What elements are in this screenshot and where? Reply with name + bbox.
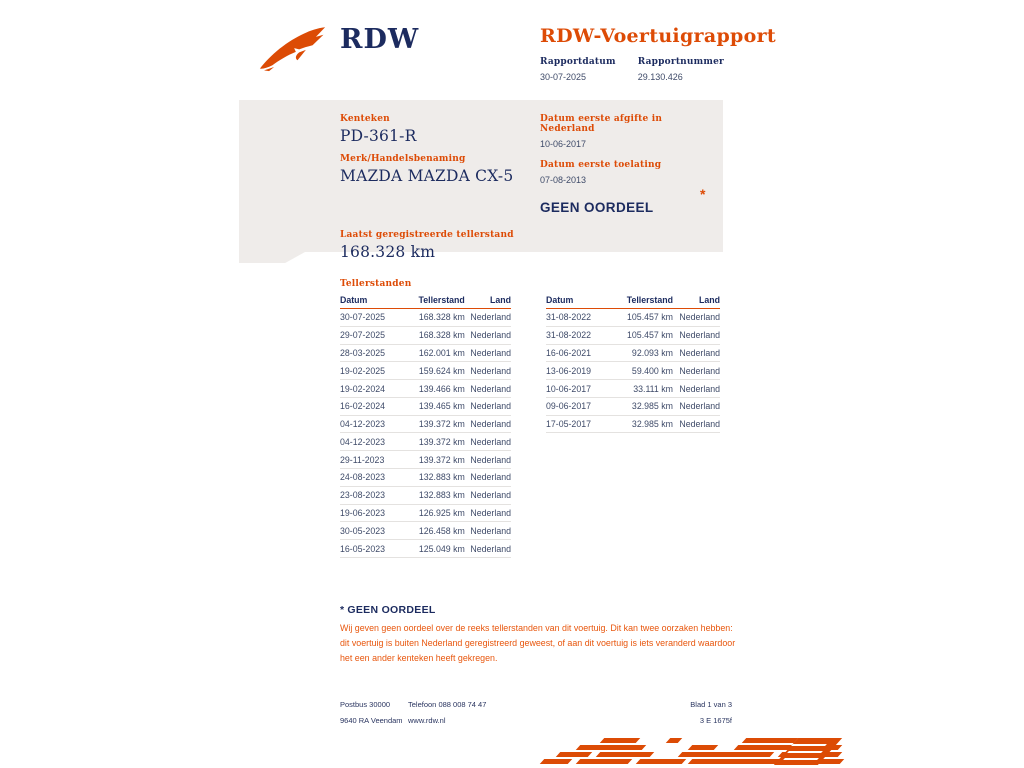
cell-land: Nederland <box>465 540 511 558</box>
summary-left-column <box>340 112 540 270</box>
page-title: RDW-Voertuigrapport <box>540 25 776 47</box>
laatste-tellerstand-label: Laatst geregistreerde tellerstand <box>340 230 514 240</box>
cell-land: Nederland <box>465 486 511 504</box>
footer-page-number: Blad 1 van 3 <box>690 700 732 709</box>
cell-land: Nederland <box>465 344 511 362</box>
table-row <box>546 309 720 327</box>
cell-datum: 04-12-2023 <box>340 433 408 451</box>
cell-land: Nederland <box>465 380 511 398</box>
footer-website: www.rdw.nl <box>408 716 446 725</box>
cell-datum: 19-06-2023 <box>340 504 408 522</box>
eerste-afgifte-label: Datum eerste afgifte in Nederland <box>540 114 663 134</box>
footer-address-line1: Postbus 30000 <box>340 700 391 709</box>
cell-land: Nederland <box>673 380 720 398</box>
cell-land: Nederland <box>465 522 511 540</box>
table-row <box>340 451 511 469</box>
cell-tellerstand: 132.883 km <box>408 469 464 487</box>
cell-tellerstand: 33.111 km <box>616 380 673 398</box>
cell-land: Nederland <box>465 326 511 344</box>
column-header-land: Land <box>673 293 720 309</box>
cell-land: Nederland <box>465 469 511 487</box>
cell-datum: 16-05-2023 <box>340 540 408 558</box>
cell-tellerstand: 126.925 km <box>408 504 464 522</box>
cell-tellerstand: 126.458 km <box>408 522 464 540</box>
report-number-group <box>638 57 724 82</box>
cell-datum: 04-12-2023 <box>340 415 408 433</box>
cell-land: Nederland <box>673 397 720 415</box>
table-row <box>546 362 720 380</box>
report-number-value: 29.130.426 <box>637 72 683 82</box>
eerste-afgifte-value: 10-06-2017 <box>540 139 587 149</box>
cell-tellerstand: 92.093 km <box>616 344 673 362</box>
cell-datum: 30-07-2025 <box>340 309 408 327</box>
cell-land: Nederland <box>673 415 720 433</box>
table-header-row <box>546 293 720 309</box>
table-row <box>546 380 720 398</box>
cell-tellerstand: 139.465 km <box>408 397 464 415</box>
table-row <box>340 504 511 522</box>
spacer <box>340 194 540 228</box>
report-date-label: Rapportdatum <box>540 57 616 67</box>
table-row <box>340 362 511 380</box>
verdict-asterisk: * <box>700 186 706 202</box>
cell-tellerstand: 59.400 km <box>616 362 673 380</box>
cell-land: Nederland <box>465 451 511 469</box>
table-row <box>340 309 511 327</box>
cell-land: Nederland <box>465 397 511 415</box>
footnote-body: Wij geven geen oordeel over de reeks tellerstanden van dit voertuig. Dit kan twee oorzaken hebben: dit voertuig is buiten Nederland geregistreerd geweest, of aan dit voertuig is iets veranderd waardoor het een ander kenteken heeft gekregen. <box>340 623 736 663</box>
cell-datum: 24-08-2023 <box>340 469 408 487</box>
odometer-table-right <box>546 293 720 433</box>
merk-label: Merk/Handelsbenaming <box>340 154 466 164</box>
cell-datum: 10-06-2017 <box>546 380 616 398</box>
table-row <box>340 326 511 344</box>
cell-tellerstand: 139.466 km <box>408 380 464 398</box>
table-row <box>340 415 511 433</box>
footnote-title <box>340 604 738 616</box>
report-number-label: Rapportnummer <box>637 57 724 67</box>
cell-land: Nederland <box>673 309 720 327</box>
cell-datum: 28-03-2025 <box>340 344 408 362</box>
geen-oordeel-footnote <box>340 604 738 666</box>
cell-datum: 29-07-2025 <box>340 326 408 344</box>
table-row <box>546 326 720 344</box>
cell-datum: 31-08-2022 <box>546 309 616 327</box>
table-row <box>340 397 511 415</box>
report-date-group <box>540 57 616 82</box>
cell-land: Nederland <box>465 415 511 433</box>
eerste-toelating-label: Datum eerste toelating <box>540 160 662 170</box>
laatste-tellerstand-value: 168.328 km <box>340 243 436 261</box>
column-header-tellerstand: Tellerstand <box>616 293 673 309</box>
merk-value: MAZDA MAZDA CX-5 <box>340 167 514 185</box>
table-row <box>340 344 511 362</box>
column-header-datum: Datum <box>546 293 616 309</box>
cell-datum: 29-11-2023 <box>340 451 408 469</box>
table-row <box>340 433 511 451</box>
cell-datum: 19-02-2025 <box>340 362 408 380</box>
verdict-text: GEEN OORDEEL <box>540 200 654 215</box>
cell-tellerstand: 105.457 km <box>616 309 673 327</box>
cell-datum: 31-08-2022 <box>546 326 616 344</box>
eerste-toelating-value: 07-08-2013 <box>540 175 587 185</box>
cell-tellerstand: 139.372 km <box>408 451 464 469</box>
cell-tellerstand: 168.328 km <box>408 326 464 344</box>
cell-datum: 23-08-2023 <box>340 486 408 504</box>
cell-datum: 17-05-2017 <box>546 415 616 433</box>
footer-address-line2: 9640 RA Veendam <box>340 716 403 725</box>
cell-land: Nederland <box>465 309 511 327</box>
rdw-logo-text: RDW <box>340 24 420 55</box>
tellerstanden-section <box>340 279 721 558</box>
cell-datum: 09-06-2017 <box>546 397 616 415</box>
cell-datum: 19-02-2024 <box>340 380 408 398</box>
cell-tellerstand: 162.001 km <box>408 344 464 362</box>
table-row <box>340 380 511 398</box>
cell-datum: 30-05-2023 <box>340 522 408 540</box>
cell-datum: 16-06-2021 <box>546 344 616 362</box>
cell-tellerstand: 159.624 km <box>408 362 464 380</box>
rdw-feather-icon <box>256 26 334 72</box>
report-date-value: 30-07-2025 <box>540 72 587 82</box>
cell-tellerstand: 125.049 km <box>408 540 464 558</box>
cell-land: Nederland <box>673 362 720 380</box>
footnote-asterisk: * <box>340 604 345 616</box>
rdw-stripes-graphic <box>540 738 840 768</box>
cell-land: Nederland <box>465 504 511 522</box>
page-footer <box>340 700 732 732</box>
cell-tellerstand: 32.985 km <box>616 415 673 433</box>
cell-land: Nederland <box>465 433 511 451</box>
cell-tellerstand: 105.457 km <box>616 326 673 344</box>
report-meta <box>540 57 724 82</box>
footer-form-code: 3 E 1675f <box>699 716 732 725</box>
table-row <box>340 469 511 487</box>
cell-land: Nederland <box>673 344 720 362</box>
cell-datum: 13-06-2019 <box>546 362 616 380</box>
tellerstanden-heading: Tellerstanden <box>340 279 412 289</box>
table-row <box>340 522 511 540</box>
cell-land: Nederland <box>465 362 511 380</box>
table-row <box>340 486 511 504</box>
cell-land: Nederland <box>673 326 720 344</box>
table-row <box>546 415 720 433</box>
odometer-table-left <box>340 293 511 558</box>
table-row <box>546 344 720 362</box>
table-row <box>340 540 511 558</box>
kenteken-label: Kenteken <box>340 114 390 124</box>
summary-right-column <box>540 112 720 215</box>
footer-phone: Telefoon 088 008 74 47 <box>408 700 487 709</box>
table-header-row <box>340 293 511 309</box>
footnote-title-text: GEEN OORDEEL <box>347 604 436 616</box>
cell-datum: 16-02-2024 <box>340 397 408 415</box>
column-header-datum: Datum <box>340 293 408 309</box>
table-row <box>546 397 720 415</box>
column-header-land: Land <box>465 293 511 309</box>
panel-notch <box>239 252 305 263</box>
cell-tellerstand: 132.883 km <box>408 486 464 504</box>
cell-tellerstand: 32.985 km <box>616 397 673 415</box>
cell-tellerstand: 139.372 km <box>408 433 464 451</box>
kenteken-value: PD-361-R <box>340 127 417 145</box>
cell-tellerstand: 168.328 km <box>408 309 464 327</box>
vehicle-summary-panel <box>239 100 723 261</box>
cell-tellerstand: 139.372 km <box>408 415 464 433</box>
rdw-logo <box>256 24 420 74</box>
column-header-tellerstand: Tellerstand <box>408 293 464 309</box>
